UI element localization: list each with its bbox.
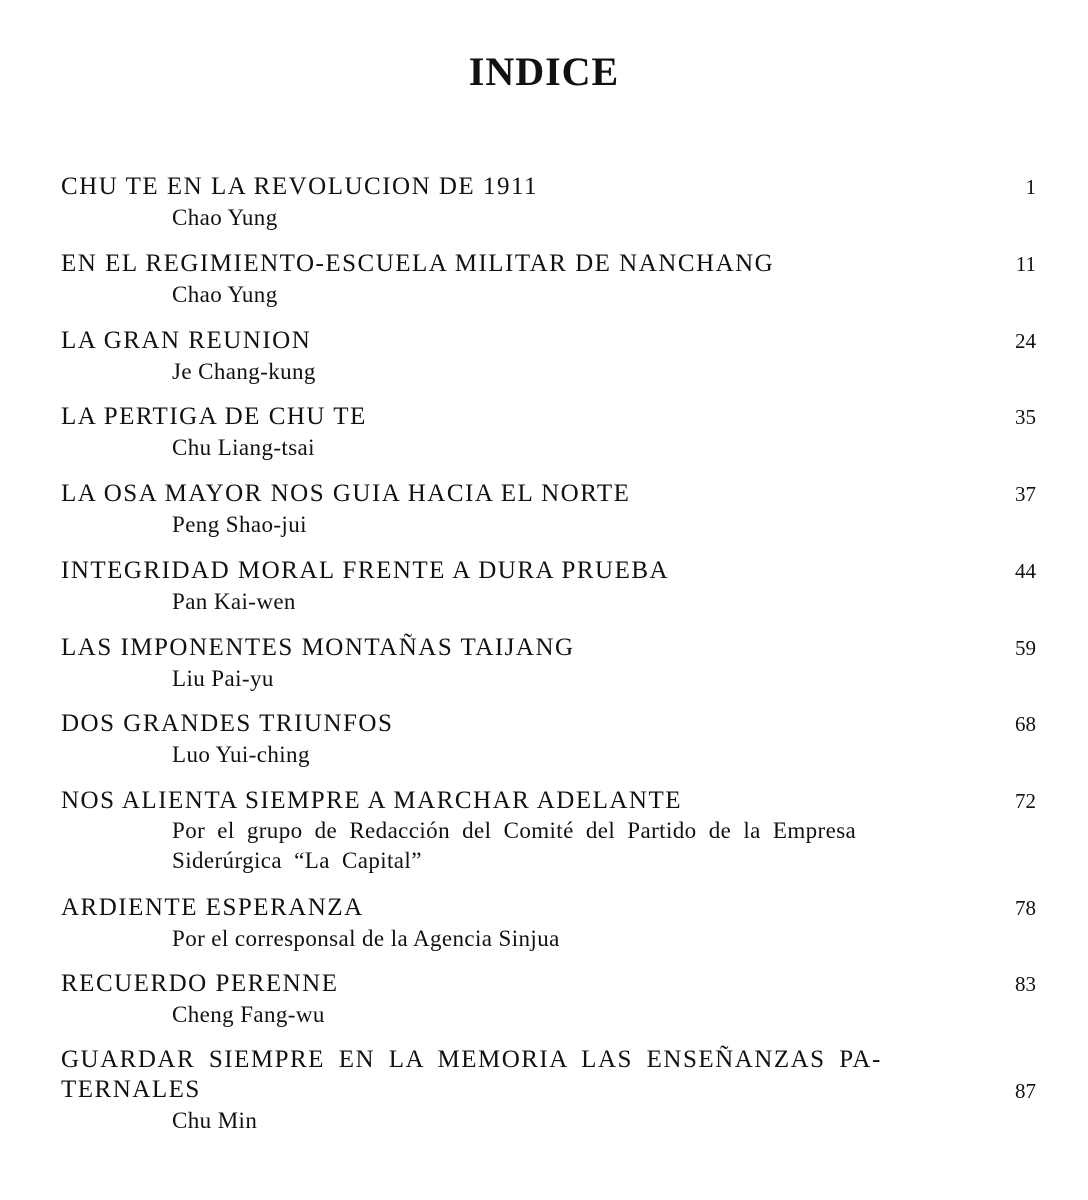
toc-entry-author: Je Chang-kung <box>172 359 316 384</box>
toc-entry-page: 78 <box>1015 896 1036 920</box>
toc-entry-page: 72 <box>1015 789 1036 813</box>
toc-entry-title: LA PERTIGA DE CHU TE <box>61 403 367 430</box>
toc-entry-author: Por el corresponsal de la Agencia Sinjua <box>172 926 560 951</box>
toc-entry-title: EN EL REGIMIENTO-ESCUELA MILITAR DE NANCHANG <box>61 250 775 277</box>
toc-entry-page: 24 <box>1015 329 1036 353</box>
toc-entry-author: Por el grupo de Redacción del Comité del Partido de la Empresa Siderúrgica “La Capital” <box>172 818 857 873</box>
toc-entry-author: Chao Yung <box>172 205 278 230</box>
toc-entry-page: 37 <box>1015 482 1036 506</box>
toc-entry-title: NOS ALIENTA SIEMPRE A MARCHAR ADELANTE <box>61 787 683 814</box>
toc-entry-title: INTEGRIDAD MORAL FRENTE A DURA PRUEBA <box>61 557 670 584</box>
toc-entry-author: Chu Liang-tsai <box>172 435 315 460</box>
toc-entry-author: Pan Kai-wen <box>172 589 296 614</box>
toc-entry-author: Liu Pai-yu <box>172 666 274 691</box>
toc-entry-title: GUARDAR SIEMPRE EN LA MEMORIA LAS ENSEÑANZAS PA- TERNALES <box>61 1046 882 1103</box>
toc-entry-title: CHU TE EN LA REVOLUCION DE 1911 <box>61 173 539 200</box>
toc-entry-page: 44 <box>1015 559 1036 583</box>
toc-entry-author: Peng Shao-jui <box>172 512 307 537</box>
toc-entry-title: DOS GRANDES TRIUNFOS <box>61 710 394 737</box>
toc-entry-title: LA GRAN REUNION <box>61 327 312 354</box>
toc-entry-author: Luo Yui-ching <box>172 742 310 767</box>
toc-entry-title: LA OSA MAYOR NOS GUIA HACIA EL NORTE <box>61 480 631 507</box>
toc-entry-title: ARDIENTE ESPERANZA <box>61 894 364 921</box>
toc-entry-author: Chu Min <box>172 1108 258 1133</box>
toc-entry-page: 35 <box>1015 405 1036 429</box>
page-title: INDICE <box>468 49 620 94</box>
toc-entry-author: Chao Yung <box>172 282 278 307</box>
toc-entry-page: 1 <box>1025 175 1036 199</box>
toc-entry-page: 87 <box>1015 1079 1036 1103</box>
toc-entry-page: 59 <box>1015 636 1036 660</box>
toc-entry-title: RECUERDO PERENNE <box>61 970 339 997</box>
toc-entry-title: LAS IMPONENTES MONTAÑAS TAIJANG <box>61 634 575 661</box>
toc-entry-author: Cheng Fang-wu <box>172 1002 325 1027</box>
toc-entry-page: 68 <box>1015 712 1036 736</box>
toc-entry-page: 83 <box>1015 972 1036 996</box>
toc-entry-page: 11 <box>1015 252 1036 276</box>
